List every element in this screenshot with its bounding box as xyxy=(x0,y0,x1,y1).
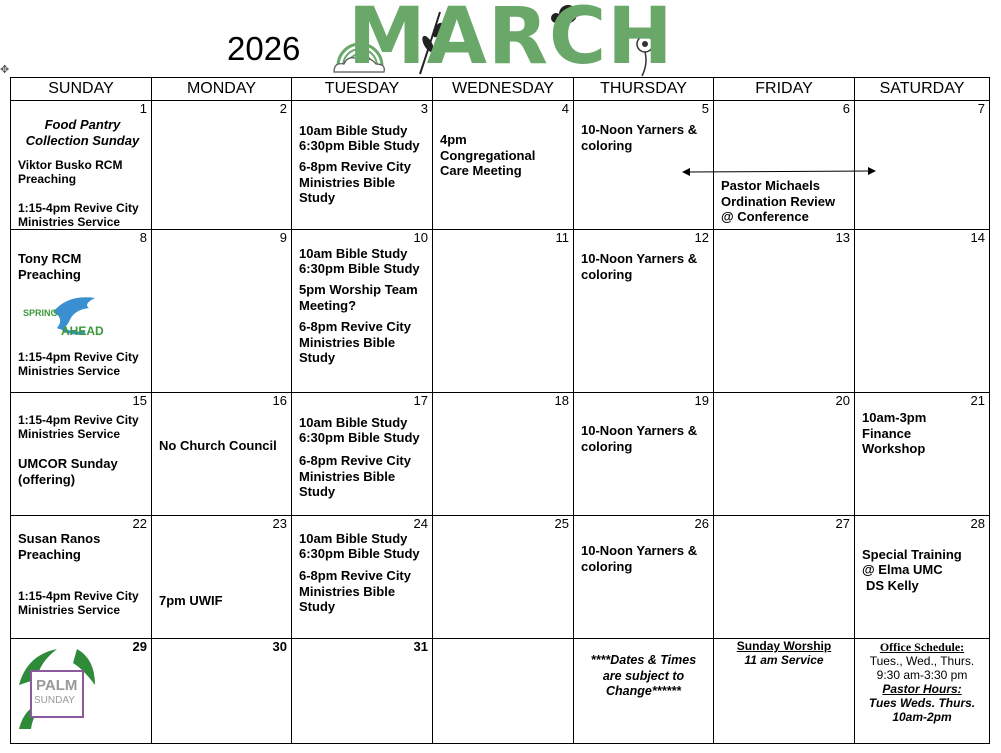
day-cell-27[interactable] xyxy=(714,516,855,639)
yarners-event: 10-Noon Yarners & coloring xyxy=(581,122,698,153)
day-cell-8[interactable] xyxy=(11,230,152,393)
service-event: 1:15-4pm Revive City Ministries Service xyxy=(18,589,139,617)
weekday-header-row xyxy=(11,78,990,101)
day-cell-5[interactable] xyxy=(574,101,714,230)
worship-title: Sunday Worship xyxy=(736,639,832,653)
day-number: 13 xyxy=(835,230,850,245)
day-number: 29 xyxy=(132,639,147,654)
yarners-event: 10-Noon Yarners & coloring xyxy=(581,251,698,282)
day-number: 10 xyxy=(413,230,428,245)
day-cell-15[interactable] xyxy=(11,393,152,516)
special-training-event: Special Training xyxy=(862,547,962,562)
day-cell-18[interactable] xyxy=(433,393,574,516)
week-row xyxy=(11,639,990,744)
day-cell-6[interactable] xyxy=(714,101,855,230)
weekday-wednesday: WEDNESDAY xyxy=(433,78,574,101)
weekday-saturday: SATURDAY xyxy=(855,78,990,101)
day-cell-29[interactable] xyxy=(11,639,152,744)
day-number: 30 xyxy=(272,639,287,654)
schedule-note: ****Dates & Times are subject to Change****** xyxy=(590,653,697,698)
month-title: MARCH xyxy=(348,0,674,82)
worship-time: 11 am Service xyxy=(744,653,824,667)
pastor-days: Tues Weds. Thurs. xyxy=(868,696,976,710)
day-cell-19[interactable] xyxy=(574,393,714,516)
preacher-event: Viktor Busko RCM Preaching xyxy=(18,158,123,186)
sunday-worship-cell xyxy=(714,639,855,744)
day-number: 17 xyxy=(413,393,428,408)
weekday-friday: FRIDAY xyxy=(714,78,855,101)
pastor-time: 10am-2pm xyxy=(892,710,952,724)
day-cell-7[interactable] xyxy=(855,101,990,230)
palm-sunday-logo: PALM SUNDAY xyxy=(17,645,97,731)
bible-study-event: 10am Bible Study xyxy=(299,415,408,430)
table-move-handle-icon[interactable]: ✥ xyxy=(0,64,10,76)
worship-team-event: 5pm Worship Team Meeting? xyxy=(299,282,418,313)
day-number: 1 xyxy=(139,101,147,116)
food-pantry-event: Food Pantry Collection Sunday xyxy=(25,117,140,148)
bible-study-evening-event: 6:30pm Bible Study xyxy=(299,546,420,561)
day-number: 22 xyxy=(132,516,147,531)
bible-study-event: 10am Bible Study xyxy=(299,531,408,546)
week-row xyxy=(11,393,990,516)
empty-cell xyxy=(433,639,574,744)
day-number: 16 xyxy=(272,393,287,408)
day-cell-3[interactable] xyxy=(292,101,433,230)
spring-ahead-logo: SPRING AHEAD xyxy=(23,292,108,344)
day-cell-28[interactable] xyxy=(855,516,990,639)
schedule-note-cell xyxy=(574,639,714,744)
day-cell-14[interactable] xyxy=(855,230,990,393)
week-row xyxy=(11,230,990,393)
office-schedule-cell xyxy=(855,639,990,744)
day-number: 3 xyxy=(420,101,428,116)
day-number: 24 xyxy=(413,516,428,531)
revive-bible-study-event: 6-8pm Revive City Ministries Bible Study xyxy=(299,453,411,499)
day-cell-12[interactable] xyxy=(574,230,714,393)
revive-bible-study-event: 6-8pm Revive City Ministries Bible Study xyxy=(299,568,411,614)
day-cell-31[interactable] xyxy=(292,639,433,744)
special-training-location: @ Elma UMC xyxy=(862,562,943,577)
year-label: 2026 xyxy=(227,30,301,67)
day-cell-22[interactable] xyxy=(11,516,152,639)
pastor-title: Pastor Hours: xyxy=(882,682,962,696)
bible-study-event: 10am Bible Study xyxy=(299,123,408,138)
service-event: 1:15-4pm Revive City Ministries Service xyxy=(18,350,139,378)
day-number: 21 xyxy=(970,393,985,408)
day-cell-20[interactable] xyxy=(714,393,855,516)
office-title: Office Schedule: xyxy=(879,640,965,654)
revive-bible-study-event: 6-8pm Revive City Ministries Bible Study xyxy=(299,319,411,365)
day-number: 18 xyxy=(554,393,569,408)
day-number: 27 xyxy=(835,516,850,531)
day-cell-9[interactable] xyxy=(152,230,292,393)
day-number: 11 xyxy=(555,230,569,245)
day-number: 19 xyxy=(694,393,709,408)
special-training-leader: DS Kelly xyxy=(866,578,919,593)
day-number: 12 xyxy=(694,230,709,245)
day-cell-1[interactable] xyxy=(11,101,152,230)
day-cell-2[interactable] xyxy=(152,101,292,230)
church-council-event: No Church Council xyxy=(159,438,277,453)
week-row xyxy=(11,101,990,230)
bible-study-event: 10am Bible Study xyxy=(299,246,408,261)
calendar-table xyxy=(10,77,990,744)
revive-bible-study-event: 6-8pm Revive City Ministries Bible Study xyxy=(299,159,411,205)
span-arrow-icon xyxy=(682,167,876,177)
office-days: Tues., Wed., Thurs. xyxy=(869,654,975,668)
day-number: 31 xyxy=(413,639,428,654)
day-cell-4[interactable] xyxy=(433,101,574,230)
weekday-thursday: THURSDAY xyxy=(574,78,714,101)
bible-study-evening-event: 6:30pm Bible Study xyxy=(299,138,420,153)
uwif-event: 7pm UWIF xyxy=(159,593,223,608)
day-cell-25[interactable] xyxy=(433,516,574,639)
day-number: 8 xyxy=(139,230,147,245)
umcor-event: UMCOR Sunday (offering) xyxy=(18,456,118,487)
day-cell-17[interactable] xyxy=(292,393,433,516)
preacher-event: Tony RCM Preaching xyxy=(18,251,82,282)
month-banner xyxy=(330,0,674,82)
service-event: 1:15-4pm Revive City Ministries Service xyxy=(18,201,139,229)
day-number: 4 xyxy=(561,101,569,116)
week-row xyxy=(11,516,990,639)
weekday-monday: MONDAY xyxy=(152,78,292,101)
ordination-review-event: Pastor Michaels Ordination Review @ Conference xyxy=(721,178,836,224)
day-number: 28 xyxy=(970,516,985,531)
preacher-event: Susan Ranos Preaching xyxy=(18,531,101,562)
weekday-sunday: SUNDAY xyxy=(11,78,152,101)
day-cell-23[interactable] xyxy=(152,516,292,639)
office-hours: 9:30 am-3:30 pm xyxy=(876,668,968,682)
service-event: 1:15-4pm Revive City Ministries Service xyxy=(18,413,139,441)
day-cell-10[interactable] xyxy=(292,230,433,393)
bible-study-evening-event: 6:30pm Bible Study xyxy=(299,430,420,445)
day-number: 2 xyxy=(279,101,287,116)
day-number: 23 xyxy=(272,516,287,531)
day-cell-21[interactable] xyxy=(855,393,990,516)
day-cell-30[interactable] xyxy=(152,639,292,744)
day-number: 20 xyxy=(835,393,850,408)
day-number: 7 xyxy=(977,101,985,116)
day-number: 26 xyxy=(694,516,709,531)
day-number: 9 xyxy=(279,230,287,245)
day-number: 15 xyxy=(132,393,147,408)
day-number: 6 xyxy=(842,101,850,116)
day-cell-13[interactable] xyxy=(714,230,855,393)
day-cell-24[interactable] xyxy=(292,516,433,639)
day-cell-16[interactable] xyxy=(152,393,292,516)
day-cell-26[interactable] xyxy=(574,516,714,639)
day-number: 14 xyxy=(970,230,985,245)
finance-workshop-event: 10am-3pm Finance Workshop xyxy=(862,410,927,456)
yarners-event: 10-Noon Yarners & coloring xyxy=(581,543,698,574)
bible-study-evening-event: 6:30pm Bible Study xyxy=(299,261,420,276)
day-number: 25 xyxy=(554,516,569,531)
day-cell-11[interactable] xyxy=(433,230,574,393)
day-number: 5 xyxy=(701,101,709,116)
yarners-event: 10-Noon Yarners & coloring xyxy=(581,423,698,454)
care-meeting-event: 4pm Congregational Care Meeting xyxy=(440,132,536,178)
weekday-tuesday: TUESDAY xyxy=(292,78,433,101)
